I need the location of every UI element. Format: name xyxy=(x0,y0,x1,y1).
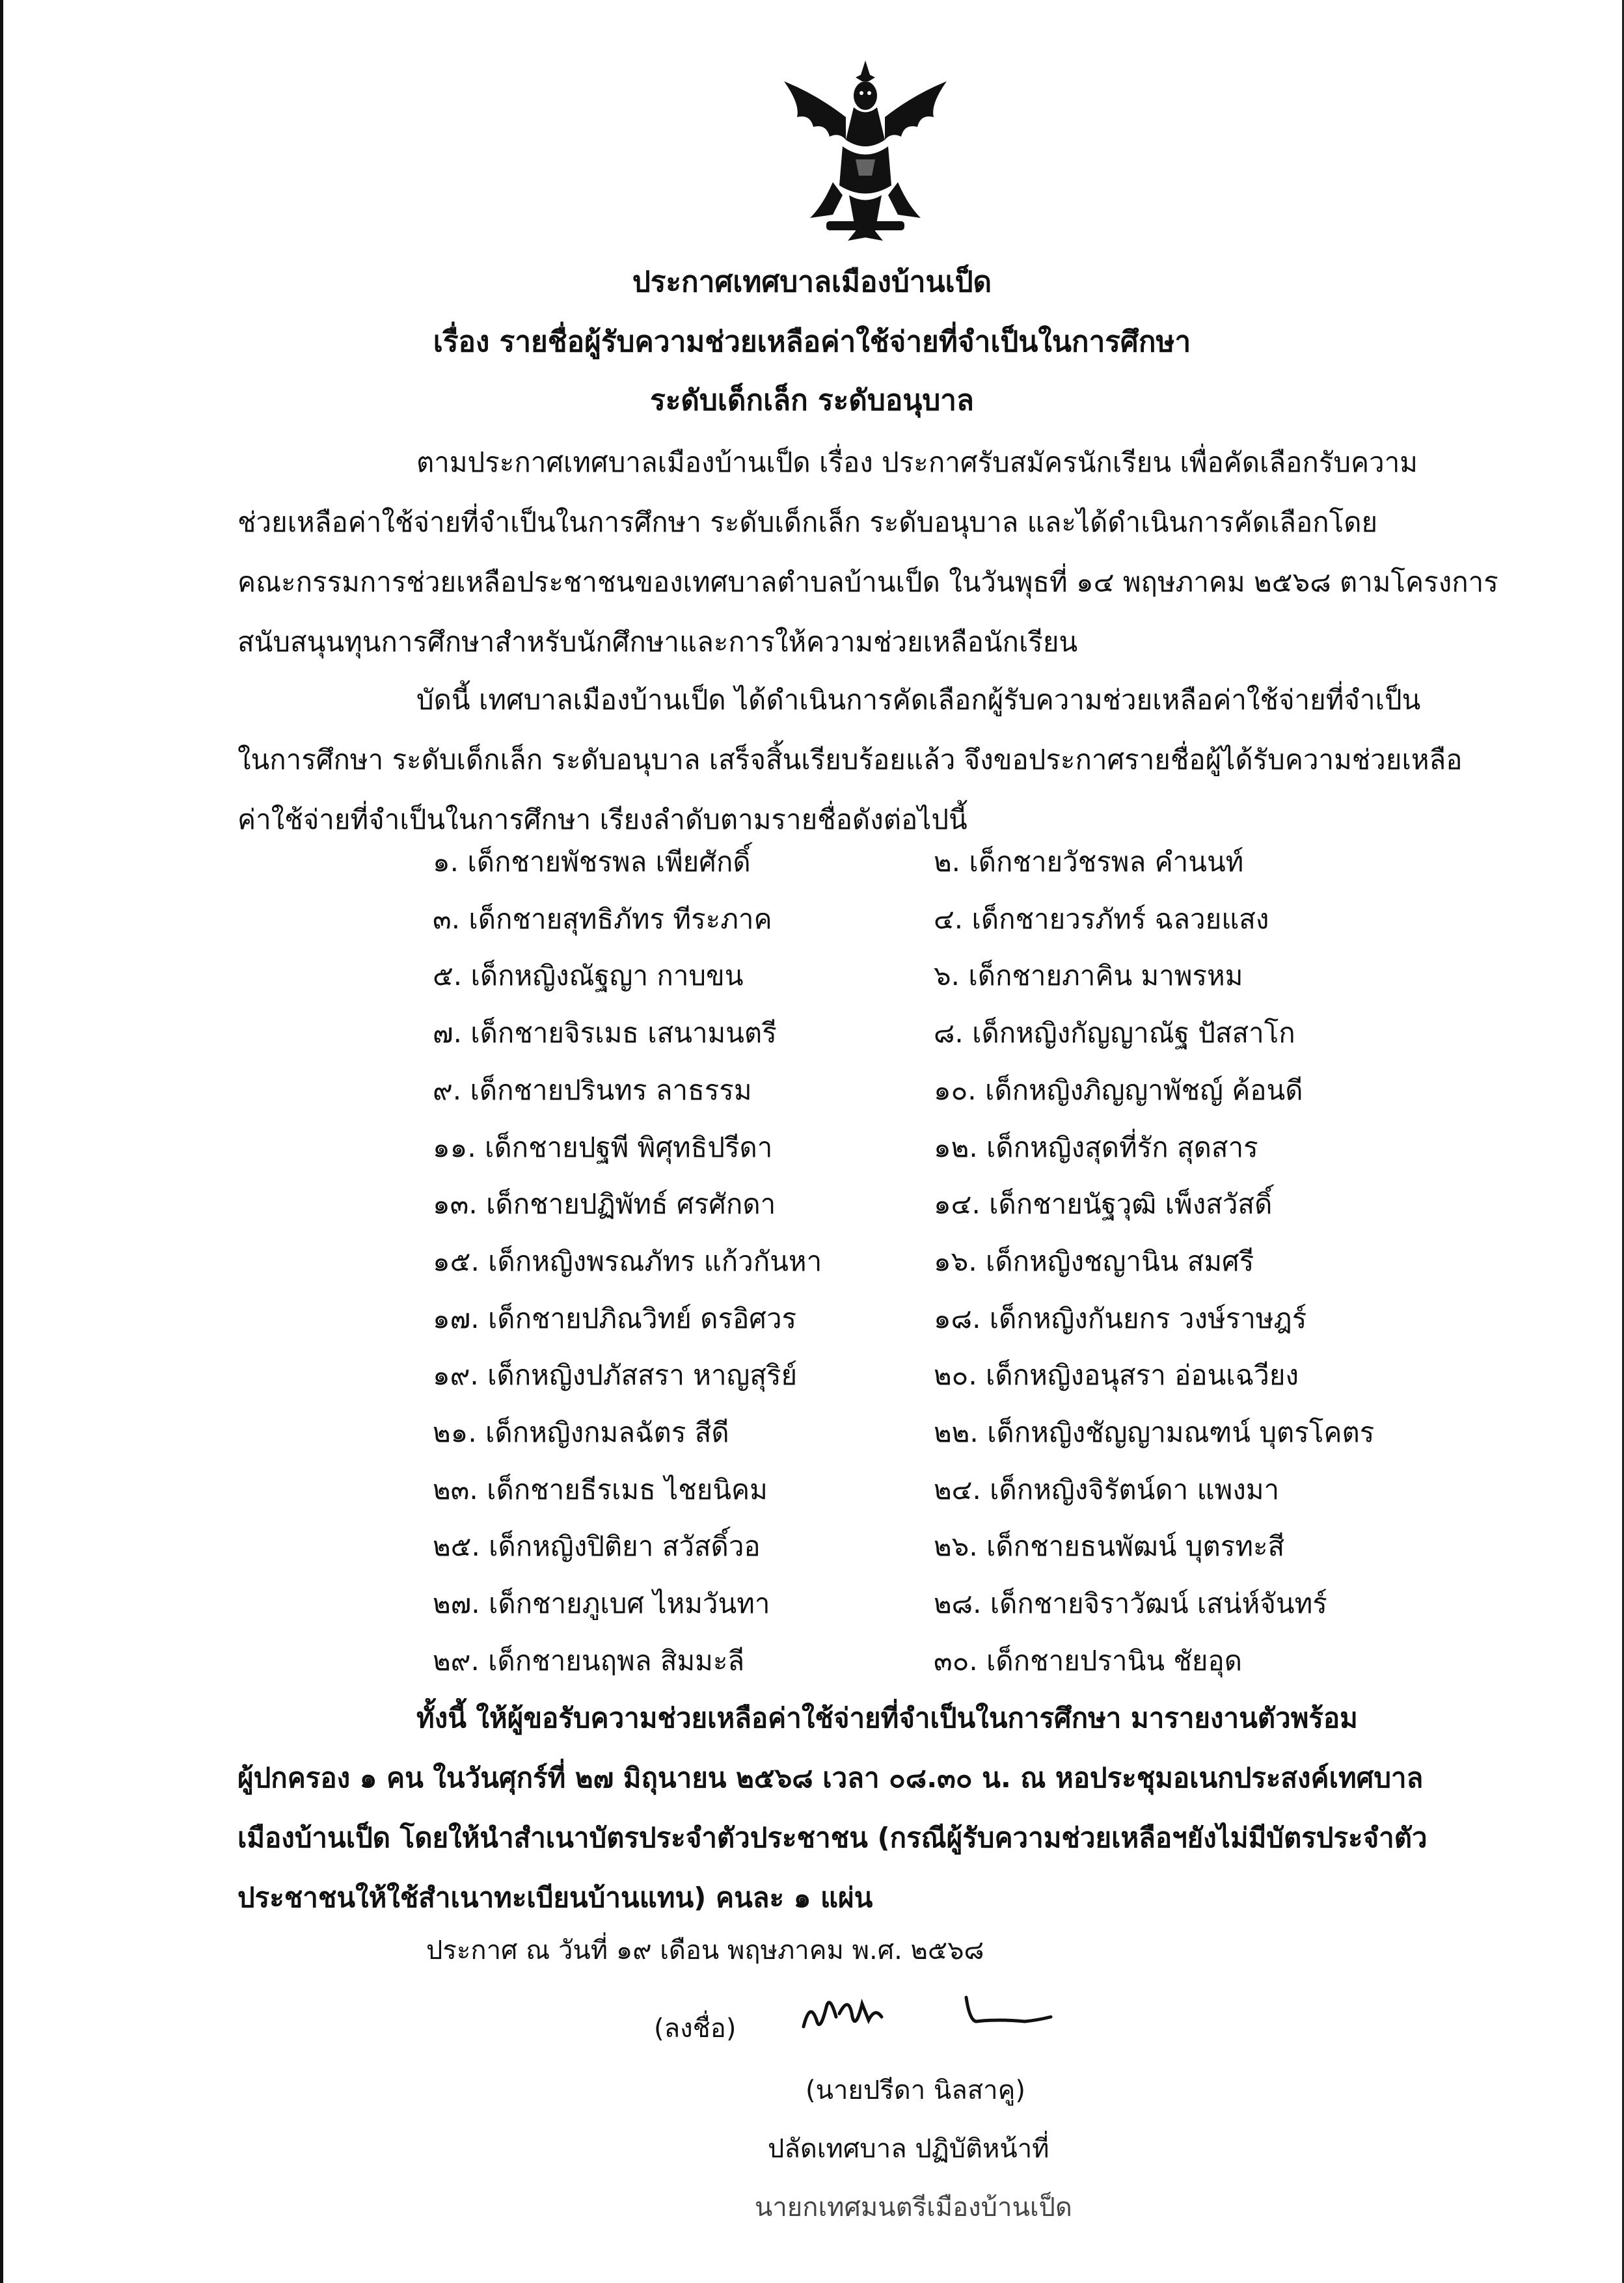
signer-position: ปลัดเทศบาล ปฏิบัติหน้าที่ xyxy=(768,2134,1049,2164)
recipient-name: ๑๑. เด็กชายปฐพี พิศุทธิปรีดา xyxy=(433,1131,773,1163)
recipient-name: ๗. เด็กชายจิรเมธ เสนามนตรี xyxy=(433,1017,777,1049)
recipient-name: ๒๕. เด็กหญิงปิติยา สวัสดิ์วอ xyxy=(433,1530,761,1562)
handwritten-signature xyxy=(791,1981,1083,2046)
recipient-name: ๕. เด็กหญิงณัฐญา กาบขน xyxy=(433,960,744,992)
announcement-level: ระดับเด็กเล็ก ระดับอนุบาล xyxy=(650,384,974,417)
recipient-name: ๑๗. เด็กชายปภิณวิทย์ ดรอิศวร xyxy=(433,1303,797,1334)
intro-paragraph xyxy=(237,433,1498,672)
recipient-name: ๒๙. เด็กชายนฤพล สิมมะลี xyxy=(433,1645,745,1677)
report-paragraph xyxy=(237,1688,1483,1928)
recipient-name: ๑๕. เด็กหญิงพรณภัทร แก้วกันหา xyxy=(433,1245,822,1277)
paragraph-line: สนับสนุนทุนการศึกษาสำหรับนักศึกษาและการให้ความช่วยเหลือนักเรียน xyxy=(237,626,1078,658)
paragraph-line: ประชาชนให้ใช้สำเนาทะเบียนบ้านแทน) คนละ ๑ แผ่น xyxy=(237,1882,873,1913)
recipient-name: ๘. เด็กหญิงกัญญาณัฐ ปัสสาโก xyxy=(934,1017,1295,1049)
announcement-date: ประกาศ ณ วันที่ ๑๙ เดือน พฤษภาคม พ.ศ. ๒๕๖๘ xyxy=(426,1936,984,1966)
recipient-name: ๔. เด็กชายวรภัทร์ ฉลวยแสง xyxy=(934,903,1269,935)
paragraph-line: บัดนี้ เทศบาลเมืองบ้านเป็ด ได้ดำเนินการคัดเลือกผู้รับความช่วยเหลือค่าใช้จ่ายที่จำเป็น xyxy=(416,684,1421,716)
recipient-name: ๑๙. เด็กหญิงปภัสสรา หาญสุริย์ xyxy=(433,1359,798,1391)
recipient-name: ๒๐. เด็กหญิงอนุสรา อ่อนเฉวียง xyxy=(934,1359,1299,1391)
paragraph-line: เมืองบ้านเป็ด โดยให้นำสำเนาบัตรประจำตัวประชาชน (กรณีผู้รับความช่วยเหลือฯยังไม่มีบัตรประจำตัว xyxy=(237,1822,1428,1854)
recipient-name: ๑๘. เด็กหญิงกันยกร วงษ์ราษฎร์ xyxy=(934,1303,1307,1334)
paragraph-line: ค่าใช้จ่ายที่จำเป็นในการศึกษา เรียงลำดับตามรายชื่อดังต่อไปนี้ xyxy=(237,804,968,835)
recipient-name: ๑. เด็กชายพัชรพล เพียศักดิ์ xyxy=(433,846,751,878)
announcement-title: ประกาศเทศบาลเมืองบ้านเป็ด xyxy=(632,265,992,299)
recipient-name: ๖. เด็กชายภาคิน มาพรหม xyxy=(934,960,1243,992)
recipient-name: ๓๐. เด็กชายปรานิน ชัยอุด xyxy=(934,1645,1242,1677)
paragraph-line: ตามประกาศเทศบาลเมืองบ้านเป็ด เรื่อง ประกาศรับสมัครนักเรียน เพื่อคัดเลือกรับความ xyxy=(416,446,1418,478)
signer-name: (นายปรีดา นิลสาคู) xyxy=(805,2075,1025,2105)
paragraph-line: คณะกรรมการช่วยเหลือประชาชนของเทศบาลตำบลบ้านเป็ด ในวันพุธที่ ๑๔ พฤษภาคม ๒๕๖๘ ตามโครงการ xyxy=(237,566,1498,598)
recipient-name: ๒๔. เด็กหญิงจิรัตน์ดา แพงมา xyxy=(934,1474,1280,1506)
signature-label: (ลงชื่อ) xyxy=(654,2014,737,2044)
recipient-name: ๑๒. เด็กหญิงสุดที่รัก สุดสาร xyxy=(934,1131,1258,1163)
recipient-name: ๙. เด็กชายปรินทร ลาธรรม xyxy=(433,1074,752,1106)
selection-paragraph xyxy=(237,670,1483,850)
recipient-name: ๒๒. เด็กหญิงชัญญามณฑน์ บุตรโคตร xyxy=(934,1416,1375,1448)
recipient-name: ๒๖. เด็กชายธนพัฒน์ บุตรทะสี xyxy=(934,1530,1285,1562)
recipient-name: ๒๗. เด็กชายภูเบศ ไหมวันทา xyxy=(433,1587,770,1619)
signer-acting-position: นายกเทศมนตรีเมืองบ้านเป็ด xyxy=(755,2193,1072,2222)
announcement-subject: เรื่อง รายชื่อผู้รับความช่วยเหลือค่าใช้จ่ายที่จำเป็นในการศึกษา xyxy=(433,325,1191,358)
paragraph-line: ผู้ปกครอง ๑ คน ในวันศุกร์ที่ ๒๗ มิถุนายน ๒๕๖๘ เวลา ๐๘.๓๐ น. ณ หอประชุมอเนกประสงค์เทศบาล xyxy=(237,1762,1424,1794)
garuda-emblem-icon xyxy=(771,55,960,250)
recipient-name: ๒๓. เด็กชายธีรเมธ ไชยนิคม xyxy=(433,1474,768,1506)
recipient-name: ๑๖. เด็กหญิงชญานิน สมศรี xyxy=(934,1245,1254,1277)
recipient-name: ๑๐. เด็กหญิงภิญญาพัชญ์ ค้อนดี xyxy=(934,1074,1303,1106)
recipient-name: ๓. เด็กชายสุทธิภัทร ทีระภาค xyxy=(433,903,772,935)
paragraph-line: ในการศึกษา ระดับเด็กเล็ก ระดับอนุบาล เสร็จสิ้นเรียบร้อยแล้ว จึงขอประกาศรายชื่อผู้ได้รับความช่วยเหลือ xyxy=(237,744,1463,776)
recipient-name: ๒๘. เด็กชายจิราวัฒน์ เสน่ห์จันทร์ xyxy=(934,1587,1327,1619)
recipient-name: ๒. เด็กชายวัชรพล คำนนท์ xyxy=(934,846,1244,878)
paragraph-line: ทั้งนี้ ให้ผู้ขอรับความช่วยเหลือค่าใช้จ่ายที่จำเป็นในการศึกษา มารายงานตัวพร้อม xyxy=(416,1702,1358,1734)
paragraph-line: ช่วยเหลือค่าใช้จ่ายที่จำเป็นในการศึกษา ระดับเด็กเล็ก ระดับอนุบาล และได้ดำเนินการคัดเลือกโดย xyxy=(237,506,1378,538)
recipient-name: ๑๓. เด็กชายปฏิพัทธ์ ศรศักดา xyxy=(433,1188,776,1220)
recipient-name: ๑๔. เด็กชายนัฐวุฒิ เพ็งสวัสดิ์ xyxy=(934,1188,1273,1220)
recipient-name: ๒๑. เด็กหญิงกมลฉัตร สีดี xyxy=(433,1416,729,1448)
